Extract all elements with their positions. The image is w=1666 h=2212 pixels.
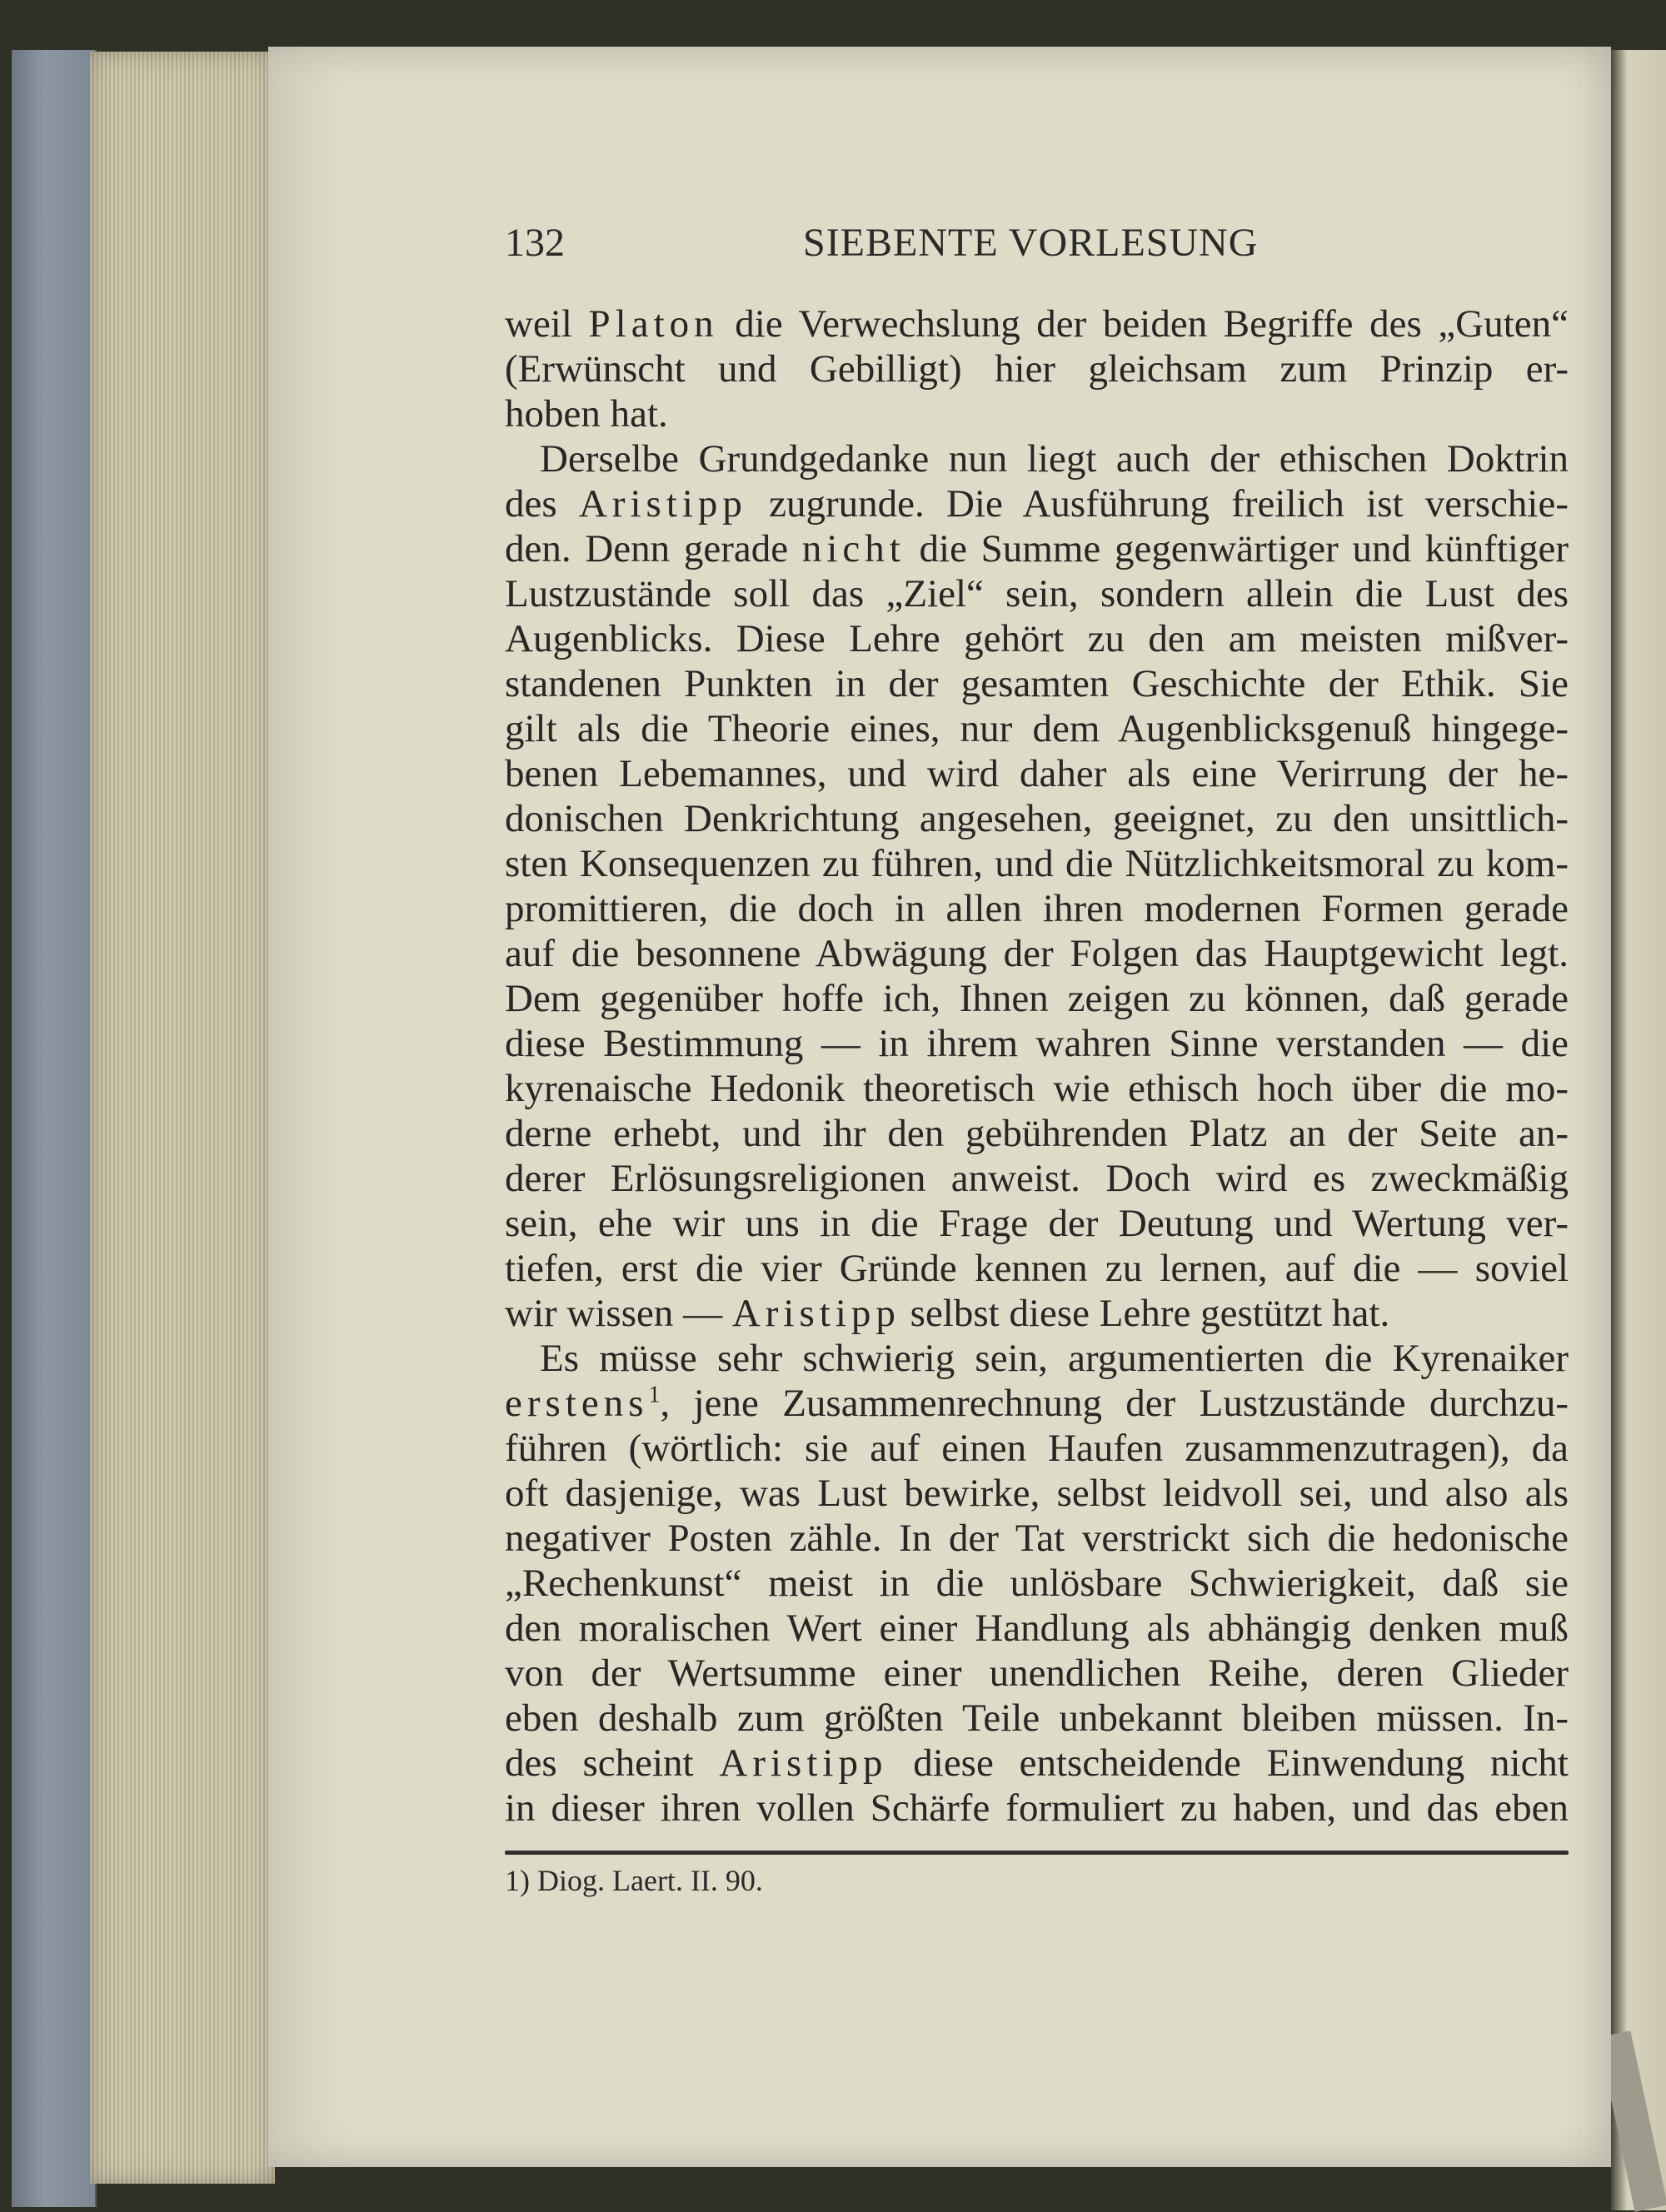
footnote-rule (505, 1851, 1569, 1855)
text-segment: Augenblicks. Diese Lehre gehört zu den am meisten mißver- (505, 617, 1569, 660)
text-segment: diese entscheidende Einwendung nicht (887, 1741, 1569, 1785)
text-segment: sein, ehe wir uns in die Frage der Deutung und Wertung ver- (505, 1202, 1569, 1245)
text-segment: derne erhebt, und ihr den gebührenden Platz an der Seite an- (505, 1112, 1569, 1155)
text-segment: standenen Punkten in der gesamten Geschichte der Ethik. Sie (505, 662, 1569, 705)
footnote-marker: 1) (505, 1864, 530, 1897)
text-line (505, 661, 1569, 706)
text-segment: benen Lebemannes, und wird daher als eine Verirrung der he- (505, 752, 1569, 795)
emphasized-text: Aristipp (719, 1741, 888, 1785)
text-line (505, 616, 1569, 661)
page-header (505, 218, 1569, 268)
text-line (505, 1741, 1569, 1786)
text-line (505, 1516, 1569, 1561)
emphasized-text: Aristipp (731, 1292, 900, 1335)
text-segment: führen (wörtlich: sie auf einen Haufen zusammenzutragen), da (505, 1427, 1569, 1470)
text-segment: den. Denn gerade (505, 527, 802, 570)
body-text (505, 301, 1569, 1831)
text-segment: , jene Zusammenrechnung der Lustzustände durchzu- (660, 1382, 1569, 1425)
text-segment: die Summe gegenwärtiger und künftiger (905, 527, 1569, 570)
text-segment: eben deshalb zum größten Teile unbekannt bleiben müssen. In- (505, 1696, 1569, 1740)
text-segment: kyrenaische Hedonik theoretisch wie ethisch hoch über die mo- (505, 1067, 1569, 1110)
text-segment: derer Erlösungsreligionen anweist. Doch wird es zweckmäßig (505, 1157, 1569, 1200)
text-line (505, 796, 1569, 841)
text-segment: des (505, 482, 579, 526)
text-line (505, 1156, 1569, 1201)
text-segment: tiefen, erst die vier Gründe kennen zu lernen, auf die — soviel (505, 1247, 1569, 1290)
footnote-reference: 1 (648, 1382, 661, 1408)
text-line (505, 1651, 1569, 1696)
text-line (505, 1066, 1569, 1111)
text-segment: Es müsse sehr schwierig sein, argumentierten die Kyrenaiker (540, 1337, 1569, 1380)
text-line (505, 1381, 1569, 1426)
text-line (505, 886, 1569, 931)
text-line (505, 301, 1569, 346)
text-segment: sten Konsequenzen zu führen, und die Nützlichkeitsmoral zu kom- (505, 842, 1569, 885)
text-segment: promittieren, die doch in allen ihren modernen Formen gerade (505, 887, 1569, 930)
footnote (505, 1862, 763, 1899)
text-segment: des scheint (505, 1741, 720, 1785)
text-line (505, 1606, 1569, 1651)
text-segment: auf die besonnene Abwägung der Folgen das Hauptgewicht legt. (505, 932, 1569, 975)
text-line (505, 1021, 1569, 1066)
text-line (505, 1561, 1569, 1606)
text-segment: oft dasjenige, was Lust bewirke, selbst leidvoll sei, und also als (505, 1472, 1569, 1515)
page-number: 132 (505, 221, 565, 265)
text-segment: Dem gegenüber hoffe ich, Ihnen zeigen zu können, daß gerade (505, 977, 1569, 1020)
text-line (505, 931, 1569, 976)
text-segment: hoben hat. (505, 392, 668, 436)
text-segment: negativer Posten zähle. In der Tat verstrickt sich die hedonische (505, 1517, 1569, 1560)
footnote-text: Diog. Laert. II. 90. (530, 1864, 763, 1897)
text-segment: die Verwechslung der beiden Begriffe des „Guten“ (718, 302, 1569, 346)
text-segment: den moralischen Wert einer Handlung als abhängig denken muß (505, 1607, 1569, 1650)
emphasized-text: Aristipp (578, 482, 747, 526)
text-line (505, 1471, 1569, 1516)
text-line (505, 841, 1569, 886)
text-segment: donischen Denkrichtung angesehen, geeignet, zu den unsittlich- (505, 797, 1569, 840)
text-line (505, 1786, 1569, 1831)
text-line (505, 1426, 1569, 1471)
text-line (505, 481, 1569, 526)
book-cover (12, 50, 97, 2207)
text-line (505, 436, 1569, 481)
running-head: SIEBENTE VORLESUNG (803, 221, 1259, 265)
text-segment: wir wissen — (505, 1292, 732, 1335)
text-segment: in dieser ihren vollen Schärfe formuliert zu haben, und das eben (505, 1786, 1569, 1830)
text-segment: (Erwünscht und Gebilligt) hier gleichsam zum Prinzip er- (505, 347, 1569, 391)
text-line (505, 391, 1569, 436)
text-segment: von der Wertsumme einer unendlichen Reihe, deren Glieder (505, 1652, 1569, 1695)
text-line (505, 1201, 1569, 1246)
facing-page-edge (1611, 50, 1666, 2210)
text-segment: selbst diese Lehre gestützt hat. (900, 1292, 1390, 1335)
emphasized-text: erstens (505, 1382, 649, 1425)
text-segment: Lustzustände soll das „Ziel“ sein, sondern allein die Lust des (505, 572, 1569, 615)
text-line (505, 346, 1569, 391)
text-segment: diese Bestimmung — in ihrem wahren Sinne verstanden — die (505, 1022, 1569, 1065)
text-segment: zugrunde. Die Ausführung freilich ist verschie- (746, 482, 1569, 526)
text-line (505, 976, 1569, 1021)
text-segment: Derselbe Grundgedanke nun liegt auch der ethischen Doktrin (540, 437, 1569, 481)
text-line (505, 1291, 1569, 1336)
text-line (505, 1336, 1569, 1381)
page-edges (90, 52, 275, 2184)
text-segment: gilt als die Theorie eines, nur dem Augenblicksgenuß hingege- (505, 707, 1569, 750)
text-line (505, 571, 1569, 616)
text-line (505, 1246, 1569, 1291)
emphasized-text: nicht (801, 527, 905, 570)
emphasized-text: Platon (588, 302, 719, 346)
text-line (505, 1696, 1569, 1741)
text-line (505, 706, 1569, 751)
text-line (505, 1111, 1569, 1156)
text-segment: weil (505, 302, 589, 346)
text-line (505, 751, 1569, 796)
text-segment: „Rechenkunst“ meist in die unlösbare Schwierigkeit, daß sie (505, 1562, 1569, 1605)
text-line (505, 526, 1569, 571)
